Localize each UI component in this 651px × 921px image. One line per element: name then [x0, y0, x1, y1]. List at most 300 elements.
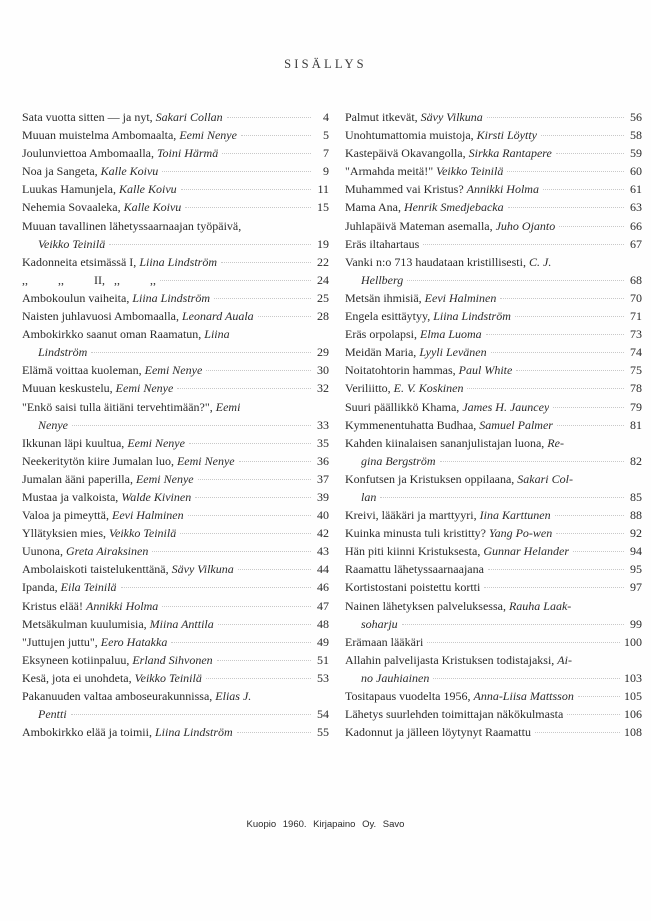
toc-entry: [22, 379, 329, 397]
page-number: 55: [317, 725, 329, 740]
entry-author: Elias J.: [215, 689, 252, 703]
entry-title-text: Uunona,: [22, 544, 66, 559]
dot-leader: [109, 244, 311, 245]
toc-entry-title: [345, 651, 572, 669]
toc-entry-title: [345, 687, 574, 705]
dot-leader: [559, 226, 624, 227]
toc-entry-title: [345, 379, 463, 397]
page-number: 51: [317, 652, 329, 667]
entry-title-text: Sata vuotta sitten — ja nyt,: [22, 110, 156, 124]
toc-entry-title: [22, 723, 233, 741]
toc-entry: [22, 615, 329, 633]
toc-entry: [345, 398, 642, 416]
entry-author: no Jauhiainen: [361, 670, 430, 685]
toc-entry: [22, 198, 329, 216]
entry-title-text: Jumalan ääni paperilla,: [22, 471, 136, 486]
entry-author: Kalle Koivu: [100, 164, 159, 179]
toc-entry-title: [345, 597, 571, 615]
toc-entry: [22, 416, 329, 434]
dot-leader: [380, 497, 624, 498]
toc-entry: [345, 271, 642, 289]
toc-entry-title: [361, 488, 376, 506]
dot-leader: [556, 153, 624, 154]
toc-entry-title: [345, 470, 573, 488]
toc-entry-title: [22, 325, 230, 343]
page-number: 108: [624, 725, 642, 740]
entry-author: Miina Anttila: [149, 616, 214, 631]
toc-entry: [22, 289, 329, 307]
dot-leader: [218, 624, 311, 625]
dot-leader: [180, 533, 311, 534]
entry-title-text: Naisten juhlavuosi Ambomaalla,: [22, 309, 182, 324]
toc-entry-title: [345, 506, 551, 524]
entry-title-text: Engela esittäytyy,: [345, 309, 434, 324]
entry-author: Sakari Collan: [155, 110, 223, 124]
toc-entry-title: [22, 307, 254, 325]
dot-leader: [556, 533, 624, 534]
entry-title-text: Mama Ana,: [345, 200, 404, 215]
dot-leader: [241, 135, 311, 136]
dot-leader: [227, 117, 311, 118]
entry-author: Yang Po-wen: [489, 526, 553, 541]
entry-author: Eemi: [215, 399, 241, 414]
dot-leader: [171, 642, 311, 643]
entry-title-text: Joulunviettoa Ambomaalla,: [22, 146, 157, 161]
dot-leader: [516, 370, 624, 371]
dot-leader: [487, 117, 624, 118]
page-number: 75: [630, 363, 642, 378]
toc-entry: [22, 669, 329, 687]
toc-entry-title: [22, 180, 177, 198]
page-number: 33: [317, 417, 329, 432]
entry-author: Liina: [204, 327, 230, 342]
toc-entry: [345, 379, 642, 397]
toc-entry-title: [22, 253, 217, 271]
toc-entry-title: [22, 217, 241, 235]
entry-author: Eemi Nenye: [135, 471, 194, 486]
toc-entry-title: [38, 343, 87, 361]
imprint-footer: Kuopio 1960. Kirjapaino Oy. Savo: [246, 819, 405, 830]
entry-author: Eila Teinilä: [60, 580, 117, 595]
toc-entry: [22, 180, 329, 198]
dot-leader: [162, 171, 311, 172]
toc-entry: [345, 180, 642, 198]
toc-entry-title: [22, 524, 176, 542]
entry-title-text: Kymmenentuhatta Budhaa,: [345, 417, 480, 432]
entry-title-text: ,, ,, II, ,, ,,: [22, 272, 156, 287]
entry-author: Veikko Teinilä: [109, 526, 177, 541]
dot-leader: [427, 642, 620, 643]
toc-entry: [345, 542, 642, 560]
entry-author: Leonard Auala: [181, 309, 254, 324]
toc-entry-title: [22, 597, 158, 615]
entry-author: James H. Jauncey: [462, 399, 550, 414]
dot-leader: [206, 370, 311, 371]
toc-entry-title: [22, 506, 184, 524]
toc-entry-title: [345, 542, 569, 560]
page-number: 39: [317, 489, 329, 504]
toc-entry: [345, 162, 642, 180]
page-number: 11: [317, 182, 329, 197]
toc-entry: [22, 452, 329, 470]
toc-entry-title: [345, 162, 503, 180]
page-number: 97: [630, 580, 642, 595]
dot-leader: [407, 280, 624, 281]
page-number: 73: [630, 327, 642, 342]
toc-entry-title: [345, 235, 419, 253]
entry-title-text: Ambokirkko elää ja toimii,: [22, 725, 155, 740]
page-number: 25: [317, 290, 329, 305]
dot-leader: [440, 461, 624, 462]
entry-title-text: Kristus elää!: [22, 598, 86, 613]
dot-leader: [500, 298, 624, 299]
entry-author: Eemi Nenye: [176, 453, 235, 468]
toc-entry: [22, 488, 329, 506]
toc-entry-title: [22, 560, 234, 578]
toc-entry: [22, 705, 329, 723]
entry-author: Kirsti Löytty: [476, 128, 537, 143]
entry-title-text: Mustaa ja valkoista,: [22, 489, 122, 504]
toc-entry-title: [22, 162, 158, 180]
page-number: 81: [630, 417, 642, 432]
toc-entry: [345, 615, 642, 633]
toc-entry-title: [38, 235, 105, 253]
toc-entry-title: [345, 723, 531, 741]
page-number: 19: [317, 236, 329, 251]
dot-leader: [181, 189, 311, 190]
page-number: 85: [630, 489, 642, 504]
toc-entry: [345, 633, 642, 651]
page-number: 54: [317, 707, 329, 722]
entry-author: Eemi Nenye: [115, 381, 174, 396]
toc-entry-title: [22, 452, 235, 470]
entry-title-text: Vanki n:o 713 haudataan kristillisesti,: [345, 254, 529, 269]
toc-left-column: [22, 108, 329, 741]
page-number: 30: [317, 363, 329, 378]
page-number: 92: [630, 526, 642, 541]
toc-entry: [345, 669, 642, 687]
entry-title-text: Kuinka minusta tuli kristitty?: [345, 526, 489, 541]
page-number: 32: [317, 381, 329, 396]
toc-entry: [22, 434, 329, 452]
entry-title-text: Ambolaiskoti taistelukenttänä,: [22, 562, 172, 577]
toc-entry: [22, 361, 329, 379]
toc-entry-title: [345, 343, 487, 361]
page-number: 40: [317, 508, 329, 523]
entry-title-text: Ipanda,: [22, 580, 61, 595]
page-number: 88: [630, 508, 642, 523]
toc-entry-title: [38, 705, 67, 723]
toc-entry: [22, 398, 329, 416]
toc-entry-title: [22, 687, 251, 705]
entry-title-text: Nainen lähetyksen palveluksessa,: [345, 598, 509, 613]
dot-leader: [402, 624, 624, 625]
entry-author: Liina Lindström: [132, 290, 211, 305]
page-number: 99: [630, 616, 642, 631]
dot-leader: [553, 407, 624, 408]
page-number: 4: [323, 110, 329, 124]
toc-entry: [345, 651, 642, 669]
toc-entry: [22, 253, 329, 271]
entry-author: Sakari Col-: [517, 471, 573, 486]
entry-author: Ai-: [557, 652, 572, 667]
page-number: 28: [317, 309, 329, 324]
entry-title-text: "Juttujen juttu",: [22, 634, 101, 649]
entry-author: Veikko Teinilä: [134, 670, 202, 685]
toc-entry: [345, 452, 642, 470]
entry-author: Kalle Koivu: [118, 182, 177, 197]
page-number: 63: [630, 200, 642, 215]
entry-author: Anna-Liisa Mattsson: [473, 689, 574, 703]
dot-leader: [488, 569, 624, 570]
toc-entry-title: [38, 416, 68, 434]
entry-author: Eemi Nenye: [179, 128, 237, 143]
page-number: 15: [317, 200, 329, 215]
entry-author: Sirkka Rantapere: [468, 146, 552, 161]
toc-entry: [345, 108, 642, 126]
toc-entry-title: [361, 669, 429, 687]
entry-author: Liina Lindström: [154, 725, 233, 740]
toc-entry-title: [345, 253, 551, 271]
page-number: 105: [624, 689, 642, 703]
page-number: 56: [630, 110, 642, 124]
toc-entry-title: [345, 524, 552, 542]
entry-author: Liina Lindström: [139, 254, 218, 269]
toc-entry-title: [345, 307, 511, 325]
toc-entry: [345, 687, 642, 705]
page-number: 42: [317, 526, 329, 541]
entry-title-text: "Armahda meitä!": [345, 164, 437, 179]
entry-title-text: Valoa ja pimeyttä,: [22, 508, 112, 523]
page-number: 58: [630, 128, 642, 143]
toc-entry-title: [345, 325, 482, 343]
entry-title-text: Luukas Hamunjela,: [22, 182, 119, 197]
toc-entry: [22, 217, 329, 235]
page-number: 78: [630, 381, 642, 396]
toc-entry: [22, 687, 329, 705]
dot-leader: [541, 135, 624, 136]
entry-author: Kalle Koivu: [123, 200, 182, 215]
dot-leader: [573, 551, 624, 552]
page-number: 29: [317, 345, 329, 360]
page-number: 82: [630, 453, 642, 468]
dot-leader: [160, 280, 311, 281]
entry-title-text: Hän piti kiinni Kristuksesta,: [345, 544, 484, 559]
entry-title-text: Noitatohtorin hammas,: [345, 363, 459, 378]
entry-author: E. V. Koskinen: [393, 381, 464, 396]
dot-leader: [258, 316, 311, 317]
entry-author: Erland Sihvonen: [132, 652, 213, 667]
entry-author: Liina Lindström: [433, 309, 511, 324]
toc-entry-title: [361, 452, 436, 470]
page-number: 35: [317, 435, 329, 450]
entry-title-text: Metsän ihmisiä,: [345, 290, 425, 305]
dot-leader: [567, 714, 620, 715]
dot-leader: [71, 714, 311, 715]
entry-author: Paul White: [458, 363, 513, 378]
dot-leader: [508, 207, 624, 208]
page-number: 44: [317, 562, 329, 577]
entry-title-text: Kahden kiinalaisen sananjulistajan luona,: [345, 435, 548, 450]
entry-author: Juho Ojanto: [495, 218, 556, 233]
entry-title-text: Kadonneita etsimässä I,: [22, 254, 140, 269]
toc-entry-title: [345, 144, 552, 162]
toc-entry: [22, 578, 329, 596]
toc-entry: [345, 524, 642, 542]
toc-entry: [22, 343, 329, 361]
toc-entry: [22, 126, 329, 144]
dot-leader: [189, 443, 311, 444]
toc-entry: [345, 597, 642, 615]
page-number: 103: [624, 670, 642, 685]
toc-entry-title: [345, 398, 549, 416]
toc-entry-title: [22, 470, 194, 488]
dot-leader: [484, 587, 624, 588]
entry-title-text: Konfutsen ja Kristuksen oppilaana,: [345, 471, 518, 486]
toc-entry: [345, 144, 642, 162]
entry-title-text: Eksyneen kotiinpaluu,: [22, 652, 133, 667]
entry-author: Elma Luoma: [419, 327, 482, 342]
entry-title-text: "Enkö saisi tulla äitiäni tervehtimään?",: [22, 399, 216, 414]
entry-title-text: Neekeritytön kiire Jumalan luo,: [22, 453, 177, 468]
entry-title-text: Raamattu lähetyssaarnaajana: [345, 562, 484, 577]
toc-entry: [345, 126, 642, 144]
dot-leader: [238, 569, 311, 570]
entry-title-text: Erämaan lääkäri: [345, 634, 424, 649]
toc-entry-title: [345, 578, 480, 596]
dot-leader: [507, 171, 624, 172]
toc-entry-title: [345, 633, 423, 651]
entry-title-text: Eräs orpolapsi,: [345, 327, 420, 342]
toc-entry: [22, 271, 329, 289]
toc-entry: [22, 506, 329, 524]
entry-author: Eemi Nenye: [144, 363, 203, 378]
toc-entry: [345, 253, 642, 271]
entry-author: soharju: [361, 616, 398, 631]
page-number: 106: [624, 707, 642, 722]
entry-author: Rauha Laak-: [508, 598, 572, 613]
dot-leader: [578, 696, 620, 697]
toc-entry-title: [361, 615, 398, 633]
entry-author: Annikki Holma: [466, 182, 539, 197]
entry-title-text: Kortistostani poistettu kortti: [345, 580, 481, 595]
entry-author: gina Bergström: [361, 453, 436, 468]
dot-leader: [217, 660, 311, 661]
dot-leader: [467, 388, 624, 389]
entry-title-text: Ambokoulun vaiheita,: [22, 290, 133, 305]
entry-author: Eevi Halminen: [424, 290, 497, 305]
entry-title-text: Muuan keskustelu,: [22, 381, 116, 396]
page-number: 70: [630, 290, 642, 305]
toc-entry-title: [345, 289, 496, 307]
toc-entry-title: [345, 126, 537, 144]
page-number: 37: [317, 471, 329, 486]
dot-leader: [239, 461, 311, 462]
toc-entry-title: [22, 198, 181, 216]
toc-entry: [345, 506, 642, 524]
dot-leader: [221, 262, 311, 263]
dot-leader: [198, 479, 311, 480]
dot-leader: [237, 732, 311, 733]
entry-title-text: Muhammed vai Kristus?: [345, 182, 467, 197]
entry-title-text: Noa ja Sangeta,: [22, 164, 101, 179]
entry-author: Annikki Holma: [85, 598, 159, 613]
dot-leader: [152, 551, 311, 552]
toc-entry: [345, 416, 642, 434]
dot-leader: [162, 606, 311, 607]
entry-author: Eemi Nenye: [127, 435, 185, 450]
toc-entry: [345, 434, 642, 452]
entry-author: Sävy Vilkuna: [171, 562, 234, 577]
entry-author: Pentti: [38, 707, 67, 722]
entry-author: Re-: [547, 435, 564, 450]
entry-title-text: Unohtumattomia muistoja,: [345, 128, 477, 143]
toc-entry-title: [22, 398, 240, 416]
page-number: 5: [323, 128, 329, 143]
toc-entry-title: [345, 217, 555, 235]
page-number: 61: [630, 182, 642, 197]
page-number: 95: [630, 562, 642, 577]
entry-author: C. J.: [528, 254, 552, 269]
toc-entry: [22, 325, 329, 343]
toc-entry-title: [345, 361, 512, 379]
entry-author: lan: [361, 489, 377, 504]
dot-leader: [91, 352, 311, 353]
dot-leader: [423, 244, 624, 245]
toc-entry-title: [22, 615, 214, 633]
dot-leader: [222, 153, 311, 154]
page-number: 68: [630, 272, 642, 287]
toc-entry-title: [345, 108, 483, 126]
page-number: 71: [630, 309, 642, 324]
entry-title-text: Eräs iltahartaus: [345, 236, 420, 251]
toc-entry-title: [22, 126, 237, 144]
entry-author: Iina Karttunen: [479, 508, 551, 523]
entry-author: Gunnar Helander: [483, 544, 569, 559]
entry-title-text: Muuan tavallinen lähetyssaarnaajan työpäivä,: [22, 218, 242, 233]
entry-author: Eero Hatakka: [100, 634, 168, 649]
entry-title-text: Meidän Maria,: [345, 345, 420, 360]
entry-title-text: Juhlapäivä Mateman asemalla,: [345, 218, 496, 233]
toc-entry-title: [345, 198, 504, 216]
toc-entry-title: [22, 669, 202, 687]
dot-leader: [206, 678, 311, 679]
toc-entry: [345, 723, 642, 741]
toc-entry: [22, 470, 329, 488]
dot-leader: [486, 334, 624, 335]
dot-leader: [543, 189, 624, 190]
toc-entry: [22, 542, 329, 560]
entry-author: Hellberg: [361, 272, 404, 287]
page-number: 49: [317, 634, 329, 649]
entry-title-text: Kreivi, lääkäri ja marttyyri,: [345, 508, 480, 523]
page-number: 24: [317, 272, 329, 287]
page-number: 53: [317, 670, 329, 685]
toc-entry: [22, 597, 329, 615]
page-number: 47: [317, 598, 329, 613]
dot-leader: [121, 587, 311, 588]
page-number: 59: [630, 146, 642, 161]
entry-title-text: Suuri päällikkö Khama,: [345, 399, 463, 414]
page-number: 100: [624, 634, 642, 649]
entry-title-text: Lähetys suurlehden toimittajan näkökulmasta: [345, 707, 564, 722]
toc-entry: [345, 198, 642, 216]
page-number: 66: [630, 218, 642, 233]
toc-entry: [345, 705, 642, 723]
entry-title-text: Allahin palvelijasta Kristuksen todistajaksi,: [345, 652, 558, 667]
toc-entry: [345, 307, 642, 325]
entry-author: Lyyli Levänen: [419, 345, 487, 360]
